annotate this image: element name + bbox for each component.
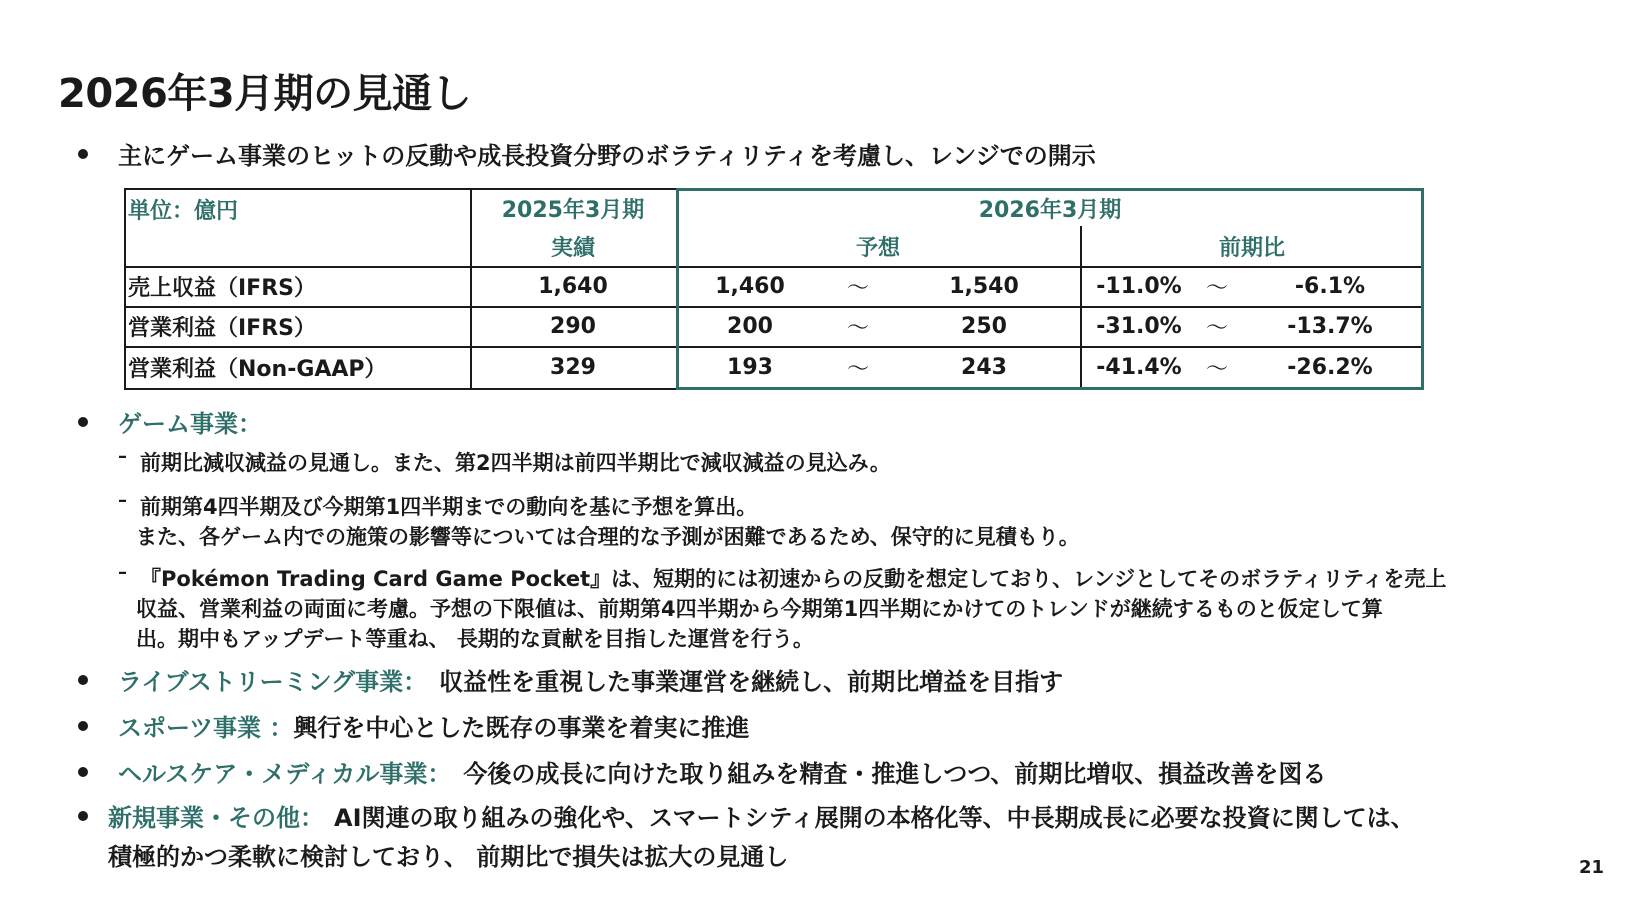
segment-label: ヘルスケア・メディカル事業： <box>118 760 452 788</box>
forecast-high: 250 <box>961 313 1007 339</box>
game-item: – 前期比減収減益の見通し。また、第2四半期は前四半期比で減収減益の見込み。 <box>118 446 891 475</box>
segment-text: 収益性を重視した事業運営を継続し、前期比増益を目指す <box>439 668 1064 696</box>
game-item: – 前期第4四半期及び今期第1四半期までの動向を基に予想を算出。 また、各ゲーム内での施策の影響等については合理的な予測が困難であるため、保守的に見積もり。 <box>118 490 1080 549</box>
segment-label: ライブストリーミング事業： <box>118 668 428 696</box>
segment-text: 興行を中心とした既存の事業を着実に推進 <box>293 714 750 742</box>
yoy-high: -26.2% <box>1287 354 1373 380</box>
forecast-low: 1,460 <box>715 273 785 299</box>
unit-label: 単位：億円 <box>128 198 239 224</box>
header-prev-period: 2025年3月期 <box>501 197 645 223</box>
segment-label: スポーツ事業 ： <box>118 714 294 742</box>
segment-bullet <box>78 708 749 743</box>
actual-value: 1,640 <box>538 273 608 299</box>
page-title: 2026年3月期の見通し <box>58 71 472 117</box>
bullet-icon <box>78 767 88 777</box>
forecast-table <box>124 188 1424 390</box>
bullet-icon <box>78 675 88 685</box>
row-label: 売上収益（IFRS） <box>128 275 316 301</box>
bullet-icon <box>78 149 88 159</box>
forecast-high: 243 <box>961 354 1007 380</box>
bullet-icon <box>78 417 88 427</box>
actual-value: 290 <box>550 313 596 339</box>
new-business-line2: 積極的かつ柔軟に検討しており、 前期比で損失は拡大の見通し <box>108 843 789 871</box>
yoy-high: -6.1% <box>1294 273 1366 299</box>
range-tilde: ～ <box>846 315 869 341</box>
header-yoy: 前期比 <box>1218 235 1285 261</box>
range-tilde: ～ <box>1205 315 1228 341</box>
segment-text: 今後の成長に向けた取り組みを精査・推進しつつ、前期比増収、損益改善を図る <box>463 760 1327 788</box>
forecast-high: 1,540 <box>949 273 1019 299</box>
yoy-low: -41.4% <box>1096 354 1182 380</box>
bullet-icon <box>78 811 88 821</box>
new-business-label: 新規事業・その他： <box>108 804 324 832</box>
header-forecast: 予想 <box>855 235 900 261</box>
new-business-bullet <box>78 798 1415 872</box>
page-number: 21 <box>1578 857 1604 878</box>
range-tilde: ～ <box>846 356 869 382</box>
segment-bullet <box>78 662 1063 697</box>
intro-text: 主にゲーム事業のヒットの反動や成長投資分野のボラティリティを考慮し、レンジでの開示 <box>118 142 1096 170</box>
range-tilde: ～ <box>846 275 869 301</box>
actual-value: 329 <box>550 354 596 380</box>
yoy-low: -31.0% <box>1096 313 1182 339</box>
header-prev-sub: 実績 <box>550 235 595 261</box>
forecast-low: 200 <box>727 313 773 339</box>
range-tilde: ～ <box>1205 356 1228 382</box>
new-business-line1: AI関連の取り組みの強化や、スマートシティ展開の本格化等、中長期成長に必要な投資に関しては、 <box>334 804 1415 832</box>
segment-bullet <box>78 754 1326 789</box>
forecast-low: 193 <box>727 354 773 380</box>
yoy-low: -11.0% <box>1096 273 1182 299</box>
yoy-high: -13.7% <box>1287 313 1373 339</box>
range-tilde: ～ <box>1205 275 1228 301</box>
game-heading: ゲーム事業： <box>118 410 262 438</box>
header-next-period: 2026年3月期 <box>978 197 1122 223</box>
intro-bullet <box>78 136 1096 171</box>
game-bullet <box>78 404 262 439</box>
bullet-icon <box>78 721 88 731</box>
row-label: 営業利益（IFRS） <box>128 315 316 341</box>
row-label: 営業利益（Non-GAAP） <box>128 356 387 382</box>
game-item: – 『Pokémon Trading Card Game Pocket』は、短期的には初速からの反動を想定しており、レンジとしてそのボラティリティを売上 収益、営業利益の両面に考慮。予想の下限値は、前期第4四半期から今期第1四半期にかけてのトレンドが継続するものと仮定して算 出。期中もアップデート等重ね、 長期的な貢献を目指した運営を行う。 <box>118 562 1447 651</box>
